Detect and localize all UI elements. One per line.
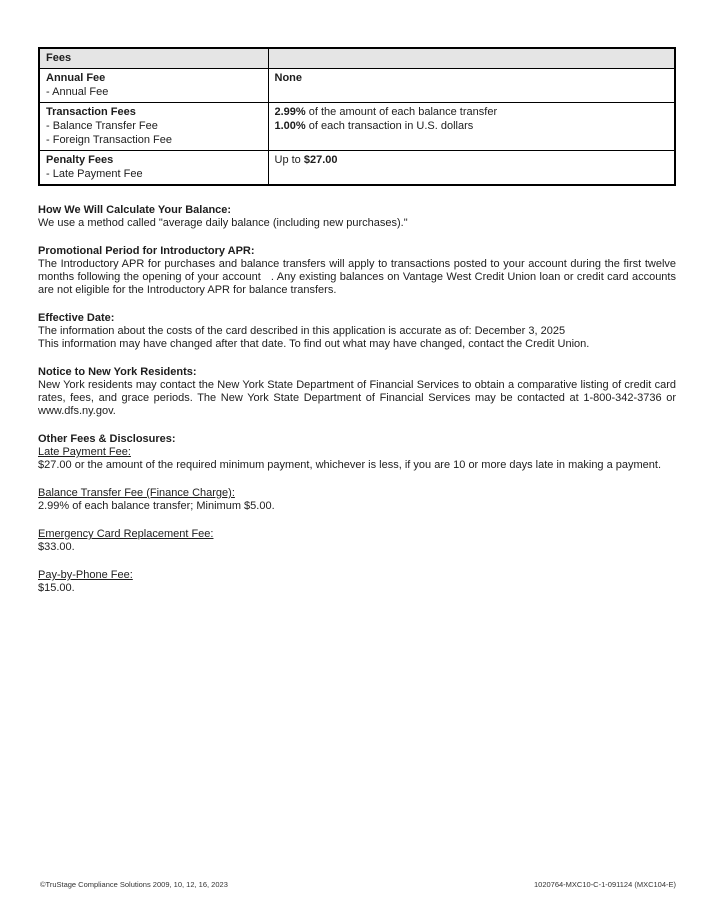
fee-category-cell: [39, 69, 268, 103]
fee-category-line: Penalty Fees: [46, 154, 114, 166]
fee-value-segment: 2.99%: [274, 106, 306, 118]
fee-value-segment: 1.00%: [274, 120, 306, 132]
section-paragraph: The information about the costs of the card described in this application is accurate as of: December 3, 2025: [38, 325, 566, 337]
fee-item-label: Balance Transfer Fee (Finance Charge):: [38, 487, 235, 499]
fee-category-line: Annual Fee: [46, 72, 106, 84]
fee-item: [38, 528, 676, 554]
fee-item-label: Pay-by-Phone Fee:: [38, 569, 133, 581]
fee-category-line: - Annual Fee: [46, 86, 109, 98]
fee-value-cell: [268, 151, 675, 186]
fee-value-segment: $27.00: [303, 154, 338, 166]
disclosure-section: [38, 204, 676, 230]
fee-item-text: 2.99% of each balance transfer; Minimum $5.00.: [38, 500, 275, 512]
fee-category-cell: [39, 103, 268, 151]
fee-category-line: - Foreign Transaction Fee: [46, 134, 172, 146]
fees-table-row: [39, 69, 675, 103]
fee-value-segment: Up to: [274, 154, 304, 166]
fee-value-line: [275, 153, 669, 167]
section-paragraph: We use a method called "average daily balance (including new purchases).": [38, 217, 408, 229]
footer-copyright: ©TruStage Compliance Solutions 2009, 10, 12, 16, 2023: [40, 880, 228, 889]
fee-value-segment: of each transaction in U.S. dollars: [305, 120, 474, 132]
fee-item-label: Emergency Card Replacement Fee:: [38, 528, 214, 540]
fee-value-segment: None: [274, 72, 302, 84]
disclosure-section: [38, 245, 676, 297]
fees-table-header-cell: Fees: [39, 48, 268, 69]
fee-value-cell: [268, 103, 675, 151]
disclosure-sections: [38, 204, 676, 418]
fee-category-cell: [39, 151, 268, 186]
fee-item-text: $15.00.: [38, 582, 75, 594]
disclosure-section: [38, 312, 676, 351]
other-fees-items: [38, 446, 676, 595]
section-paragraph: New York residents may contact the New York State Department of Financial Services to obtain a comparative listing of credit card rates, fees, and grace periods. The New York State Department of Financial Services may be contacted at 1-800-342-3736 or www.dfs.ny.gov.: [38, 379, 676, 417]
section-paragraph: This information may have changed after that date. To find out what may have changed, contact the Credit Union.: [38, 338, 590, 350]
fee-category-line: - Late Payment Fee: [46, 168, 143, 180]
section-paragraph: The Introductory APR for purchases and balance transfers will apply to transactions posted to your account during the first twelve months following the opening of your account . Any existing balances on Vantage West Credit Union loan or credit card accounts are not eligible for the Introductory APR for balance transfers.: [38, 258, 676, 296]
section-heading: Notice to New York Residents:: [38, 366, 197, 378]
other-fees-heading: Other Fees & Disclosures:: [38, 433, 176, 445]
fee-value-line: [275, 119, 669, 133]
fee-item: [38, 487, 676, 513]
fees-table-header-empty-cell: [268, 48, 675, 69]
fees-table-row: [39, 103, 675, 151]
fee-item-label: Late Payment Fee:: [38, 446, 131, 458]
fee-value-line: [275, 71, 669, 85]
fee-item: [38, 569, 676, 595]
section-heading: Promotional Period for Introductory APR:: [38, 245, 255, 257]
section-heading: How We Will Calculate Your Balance:: [38, 204, 232, 216]
fees-table-header-row: [39, 48, 675, 69]
fee-category-line: Transaction Fees: [46, 106, 136, 118]
section-heading: Effective Date:: [38, 312, 115, 324]
fee-value-line: [275, 105, 669, 119]
fee-category-line: - Balance Transfer Fee: [46, 120, 158, 132]
other-fees-section: [38, 433, 676, 595]
page-footer: [40, 880, 676, 889]
fees-table-row: [39, 151, 675, 186]
fee-item: [38, 446, 676, 472]
fee-value-cell: [268, 69, 675, 103]
footer-document-code: 1020764-MXC10-C-1-091124 (MXC104-E): [533, 880, 676, 889]
disclosure-section: [38, 366, 676, 418]
fee-value-segment: of the amount of each balance transfer: [305, 106, 498, 118]
fee-item-text: $27.00 or the amount of the required minimum payment, whichever is less, if you are 10 or more days late in making a payment.: [38, 459, 662, 471]
fees-table: [38, 47, 676, 186]
fee-item-text: $33.00.: [38, 541, 75, 553]
